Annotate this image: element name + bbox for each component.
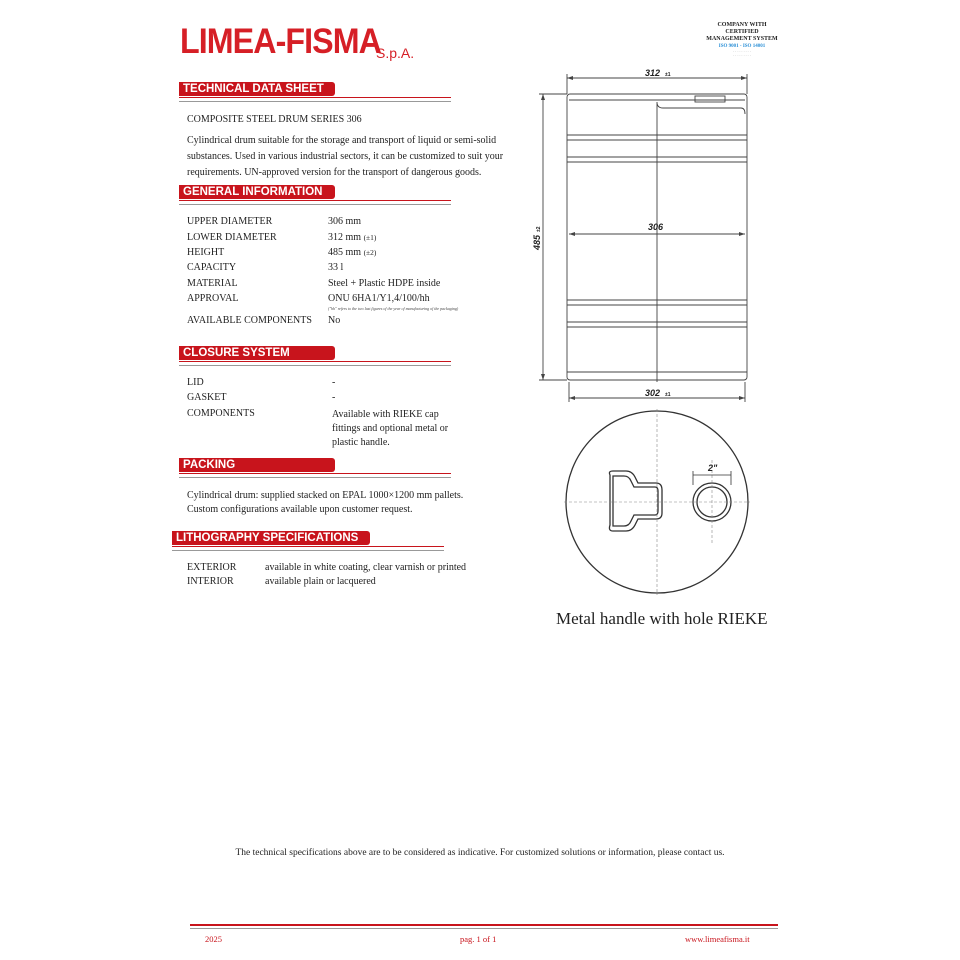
drawing-caption: Metal handle with hole RIEKE	[556, 609, 768, 628]
dim-label-bottom: 302	[645, 388, 661, 398]
section-rule	[179, 204, 451, 205]
section-header-lithography: LITHOGRAPHY SPECIFICATIONS	[172, 531, 370, 545]
spec-value-lower-diameter	[328, 232, 376, 243]
closure-value-lid: -	[332, 377, 336, 388]
closure-value-gasket: -	[332, 392, 336, 403]
section-rule	[179, 473, 451, 474]
footer-rule	[190, 924, 778, 926]
spec-tolerance: (±2)	[363, 248, 377, 257]
section-rule	[172, 546, 444, 547]
spec-label-capacity: CAPACITY	[187, 262, 237, 273]
approval-note: ("hh" refers to the two last figures of the year of manufacturing of the packaging)	[328, 306, 459, 311]
spec-label-available-components: AVAILABLE COMPONENTS	[187, 315, 312, 326]
dim-tol-bottom: ±1	[665, 392, 671, 398]
company-logo-suffix: S.p.A.	[376, 45, 415, 61]
dim-label-height: 485	[532, 234, 542, 250]
spec-label-approval: APPROVAL	[187, 293, 239, 304]
spec-label-material: MATERIAL	[187, 278, 238, 289]
footer-rule	[190, 928, 778, 929]
dim-label-hole: 2"	[708, 463, 718, 473]
dim-tol-top: ±1	[665, 72, 671, 78]
section-rule	[179, 101, 451, 102]
spec-value: 485 mm	[328, 247, 362, 258]
dim-label-top: 312	[645, 68, 661, 78]
disclaimer: The technical specifications above are to be considered as indicative. For customized solutions or information, please contact us.	[235, 848, 725, 858]
closure-label-lid: LID	[187, 377, 204, 388]
spec-value-material: Steel + Plastic HDPE inside	[328, 278, 441, 289]
product-name: COMPOSITE STEEL DRUM SERIES 306	[187, 114, 362, 125]
spec-label-upper-diameter: UPPER DIAMETER	[187, 216, 273, 227]
drum-top-view-drawing	[560, 405, 760, 600]
cert-line-3: MANAGEMENT SYSTEM	[706, 36, 778, 42]
product-description: Cylindrical drum suitable for the storage and transport of liquid or semi-solid substances. Used in various industrial sectors, it can be customized to suit your requirements. UN-approved version for the transport of dangerous goods.	[187, 135, 504, 178]
section-rule	[179, 365, 451, 366]
litho-value-exterior: available in white coating, clear varnish or printed	[265, 562, 467, 573]
closure-label-components: COMPONENTS	[187, 408, 255, 419]
footer-page-number: pag. 1 of 1	[460, 934, 497, 944]
dim-tol-height: ±2	[536, 226, 542, 232]
drum-side-view-drawing	[525, 60, 785, 405]
cert-line-1: COMPANY WITH	[717, 22, 767, 28]
spec-label-lower-diameter: LOWER DIAMETER	[187, 232, 277, 243]
section-header-packing: PACKING	[179, 458, 335, 472]
closure-value-components: Available with RIEKE cap fittings and optional metal or plastic handle.	[332, 409, 449, 448]
litho-label-exterior: EXTERIOR	[187, 562, 237, 573]
certification-badge	[700, 22, 784, 58]
spec-value: 312 mm	[328, 232, 362, 243]
footer-website-link[interactable]: www.limeafisma.it	[685, 934, 750, 944]
cert-iso: ISO 9001 - ISO 14001	[718, 44, 766, 49]
spec-value-available-components: No	[328, 315, 341, 326]
spec-label-height: HEIGHT	[187, 247, 225, 258]
section-rule	[179, 477, 451, 478]
metal-handle-outline	[609, 471, 662, 531]
section-rule	[172, 550, 444, 551]
cert-line-2: CERTIFIED	[725, 29, 759, 35]
litho-value-interior: available plain or lacquered	[265, 576, 376, 587]
spec-value-height	[328, 247, 376, 258]
spec-value-approval: ONU 6HA1/Y1,4/100/hh	[328, 293, 430, 304]
section-header-general-information: GENERAL INFORMATION	[179, 185, 335, 199]
company-logo: LIMEA-FISMA	[180, 22, 381, 61]
footer-year: 2025	[205, 934, 222, 944]
section-rule	[179, 200, 451, 201]
spec-value-upper-diameter: 306 mm	[328, 216, 362, 227]
section-header-closure-system: CLOSURE SYSTEM	[179, 346, 335, 360]
cert-fine-print: · · · · · · · · · · · · · · · · · ·	[733, 50, 751, 58]
spec-tolerance: (±1)	[363, 233, 377, 242]
closure-label-gasket: GASKET	[187, 392, 227, 403]
spec-value-capacity: 33 l	[328, 262, 344, 273]
section-rule	[179, 97, 451, 98]
section-rule	[179, 361, 451, 362]
section-header-technical-data-sheet: TECHNICAL DATA SHEET	[179, 82, 335, 96]
dim-label-mid: 306	[648, 222, 664, 232]
packing-text: Cylindrical drum: supplied stacked on EPAL 1000×1200 mm pallets. Custom configurations available upon customer request.	[187, 490, 464, 515]
litho-label-interior: INTERIOR	[187, 576, 234, 587]
